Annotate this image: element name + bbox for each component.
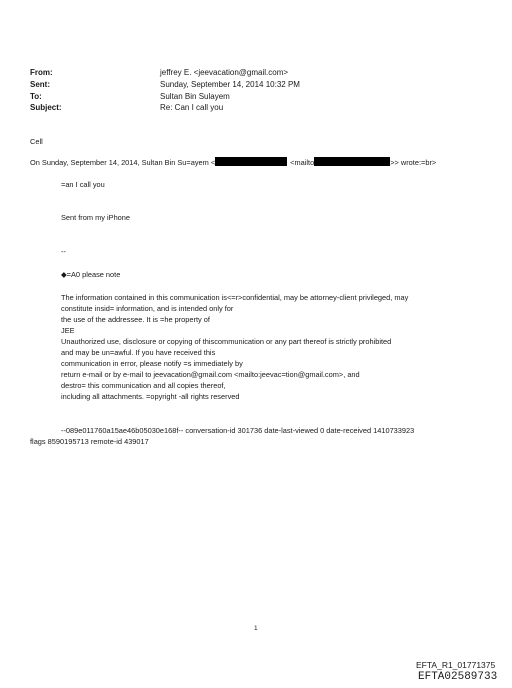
sent-label: Sent: bbox=[30, 80, 50, 89]
disclaimer-line: the use of the addressee. It is =he property of bbox=[61, 315, 210, 324]
subject-label: Subject: bbox=[30, 103, 62, 112]
disclaimer-line: communication in error, please notify =s immediately by bbox=[61, 359, 243, 368]
quoted-line: =an I call you bbox=[61, 180, 105, 189]
meta-line: --089e011760a15ae46b05030e168f-- conversation-id 301736 date-last-viewed 0 date-received 1410733923 bbox=[61, 426, 415, 435]
disclaimer-line: JEE bbox=[61, 326, 75, 335]
disclaimer-line: Unauthorized use, disclosure or copying of thiscommunication or any part thereof is strictly prohibited bbox=[61, 337, 392, 346]
disclaimer-line: including all attachments. =opyright -all rights reserved bbox=[61, 392, 240, 401]
redaction-block bbox=[314, 157, 390, 166]
disclaimer-line: return e-mail or by e-mail to jeevacation@gmail.com <mailto:jeevac=tion@gmail.com>, and bbox=[61, 370, 360, 379]
bates-id-large: EFTA02589733 bbox=[418, 671, 498, 683]
disclaimer-line: The information contained in this communication is<=r>confidential, may be attorney-client privileged, may bbox=[61, 293, 409, 302]
quote-mailto: <mailto bbox=[290, 158, 315, 167]
subject-value: Re: Can I call you bbox=[160, 103, 224, 112]
from-label: From: bbox=[30, 68, 53, 77]
disclaimer-line: destro= this communication and all copies thereof, bbox=[61, 381, 226, 390]
please-note-line: ◆=A0 please note bbox=[61, 270, 121, 279]
quote-suffix: >> wrote:=br> bbox=[390, 158, 437, 167]
quote-prefix: On Sunday, September 14, 2014, Sultan Bin Su=ayem < bbox=[30, 158, 216, 167]
disclaimer-line: and may be un=awful. If you have received this bbox=[61, 348, 216, 357]
redaction-block bbox=[215, 157, 287, 166]
meta-line: flags 8590195713 remote-id 439017 bbox=[30, 437, 149, 446]
to-value: Sultan Bin Sulayem bbox=[160, 92, 230, 101]
sent-from-line: Sent from my iPhone bbox=[61, 213, 131, 222]
quote-header-line bbox=[30, 157, 436, 168]
signature-dashes: -- bbox=[61, 247, 66, 256]
disclaimer-line: constitute insid= information, and is intended only for bbox=[61, 304, 234, 313]
page-number: 1 bbox=[254, 625, 258, 632]
body-cell: Cell bbox=[30, 137, 43, 146]
sent-value: Sunday, September 14, 2014 10:32 PM bbox=[160, 80, 300, 89]
bates-id-small: EFTA_R1_01771375 bbox=[416, 660, 496, 670]
from-value: jeffrey E. <jeevacation@gmail.com> bbox=[160, 68, 289, 77]
to-label: To: bbox=[30, 92, 42, 101]
